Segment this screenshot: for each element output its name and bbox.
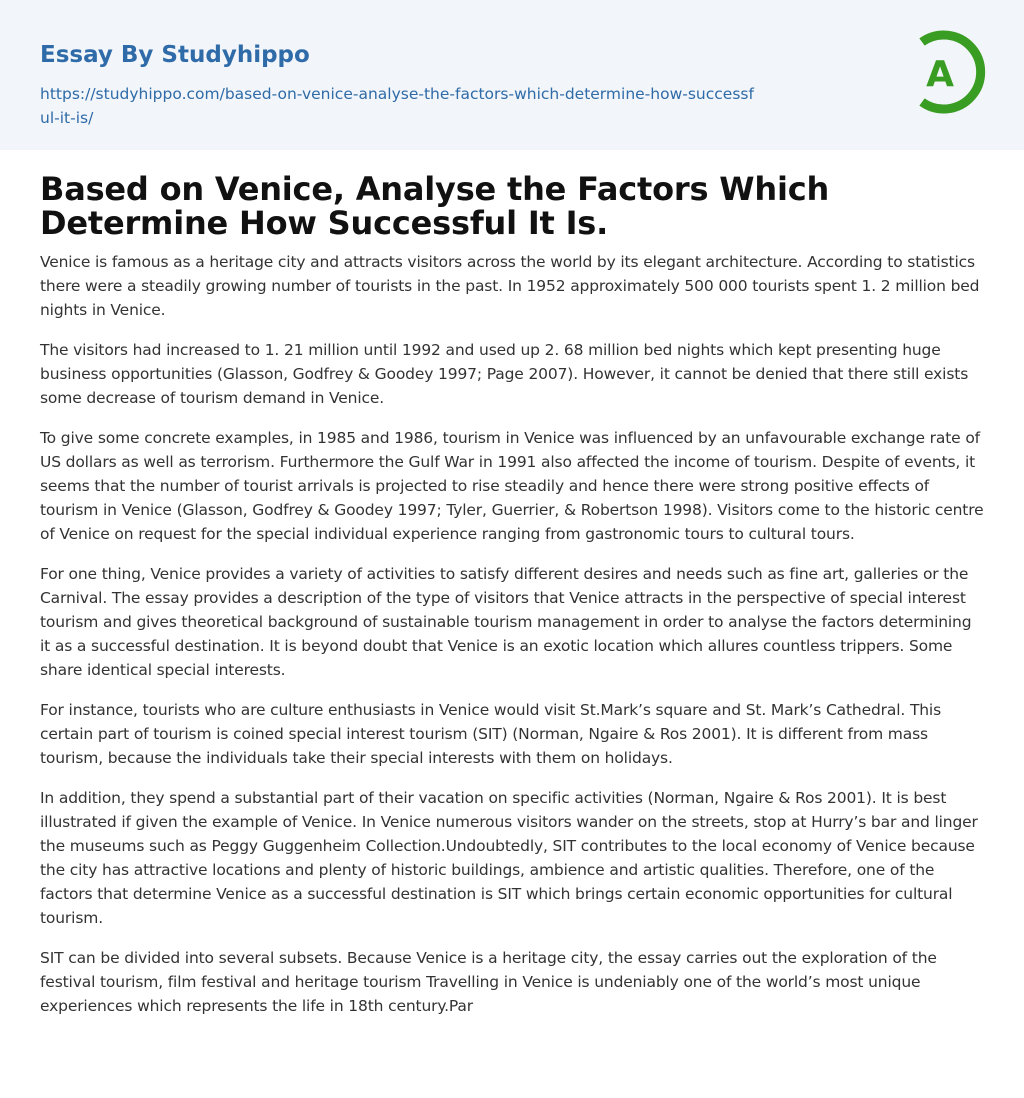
article-paragraph: Venice is famous as a heritage city and attracts visitors across the world by its elegant architecture. According to statistics there were a steadily growing number of tourists in the past. In 1952 approximately 500 000 tourists spent 1. 2 million bed nights in Venice. (40, 253, 980, 319)
article-paragraph: SIT can be divided into several subsets. Because Venice is a heritage city, the essay carries out the exploration of the festival tourism, film festival and heritage tourism Travelling in Venice is undeniably one of the world’s most unique experiences which represents the life in 18th century.Par (40, 949, 937, 1015)
logo-letter: A (926, 54, 954, 95)
article (0, 172, 1024, 1018)
article-paragraph: To give some concrete examples, in 1985 and 1986, tourism in Venice was influenced by an unfavourable exchange rate of US dollars as well as terrorism. Furthermore the Gulf War in 1991 also affected the income of tourism. Despite of events, it seems that the number of tourist arrivals is projected to rise steadily and hence there were strong positive effects of tourism in Venice (Glasson, Godfrey & Goodey 1997; Tyler, Guerrier, & Robertson 1998). Visitors come to the historic centre of Venice on request for the special individual experience ranging from gastronomic tours to cultural tours. (40, 429, 984, 543)
source-url-link[interactable]: https://studyhippo.com/based-on-venice-analyse-the-factors-which-determine-how-successful-it-is/ (40, 85, 754, 127)
article-paragraph: In addition, they spend a substantial part of their vacation on specific activities (Norman, Ngaire & Ros 2001). It is best illustrated if given the example of Venice. In Venice numerous visitors wander on the streets, stop at Hurry’s bar and linger the museums such as Peggy Guggenheim Collection.Undoubtedly, SIT contributes to the local economy of Venice because the city has attractive locations and plenty of historic buildings, ambience and artistic qualities. Therefore, one of the factors that determine Venice as a successful destination is SIT which brings certain economic opportunities for cultural tourism. (40, 789, 978, 927)
brand-title[interactable]: Essay By Studyhippo (40, 42, 310, 68)
article-paragraph: For instance, tourists who are culture enthusiasts in Venice would visit St.Mark’s square and St. Mark’s Cathedral. This certain part of tourism is coined special interest tourism (SIT) (Norman, Ngaire & Ros 2001). It is different from mass tourism, because the individuals take their special interests with them on holidays. (40, 701, 942, 767)
page-title: Based on Venice, Analyse the Factors Which Determine How Successful It Is. (40, 170, 830, 242)
page-header (0, 0, 1024, 150)
article-paragraph: The visitors had increased to 1. 21 million until 1992 and used up 2. 68 million bed nights which kept presenting huge business opportunities (Glasson, Godfrey & Goodey 1997; Page 2007). However, it cannot be denied that there still exists some decrease of tourism demand in Venice. (40, 341, 969, 407)
studyhippo-logo-icon[interactable] (904, 26, 990, 118)
article-paragraph: For one thing, Venice provides a variety of activities to satisfy different desires and needs such as fine art, galleries or the Carnival. The essay provides a description of the type of visitors that Venice attracts in the perspective of special interest tourism and gives theoretical background of sustainable tourism management in order to analyse the factors determining it as a successful destination. It is beyond doubt that Venice is an exotic location which allures countless trippers. Some share identical special interests. (40, 565, 972, 679)
